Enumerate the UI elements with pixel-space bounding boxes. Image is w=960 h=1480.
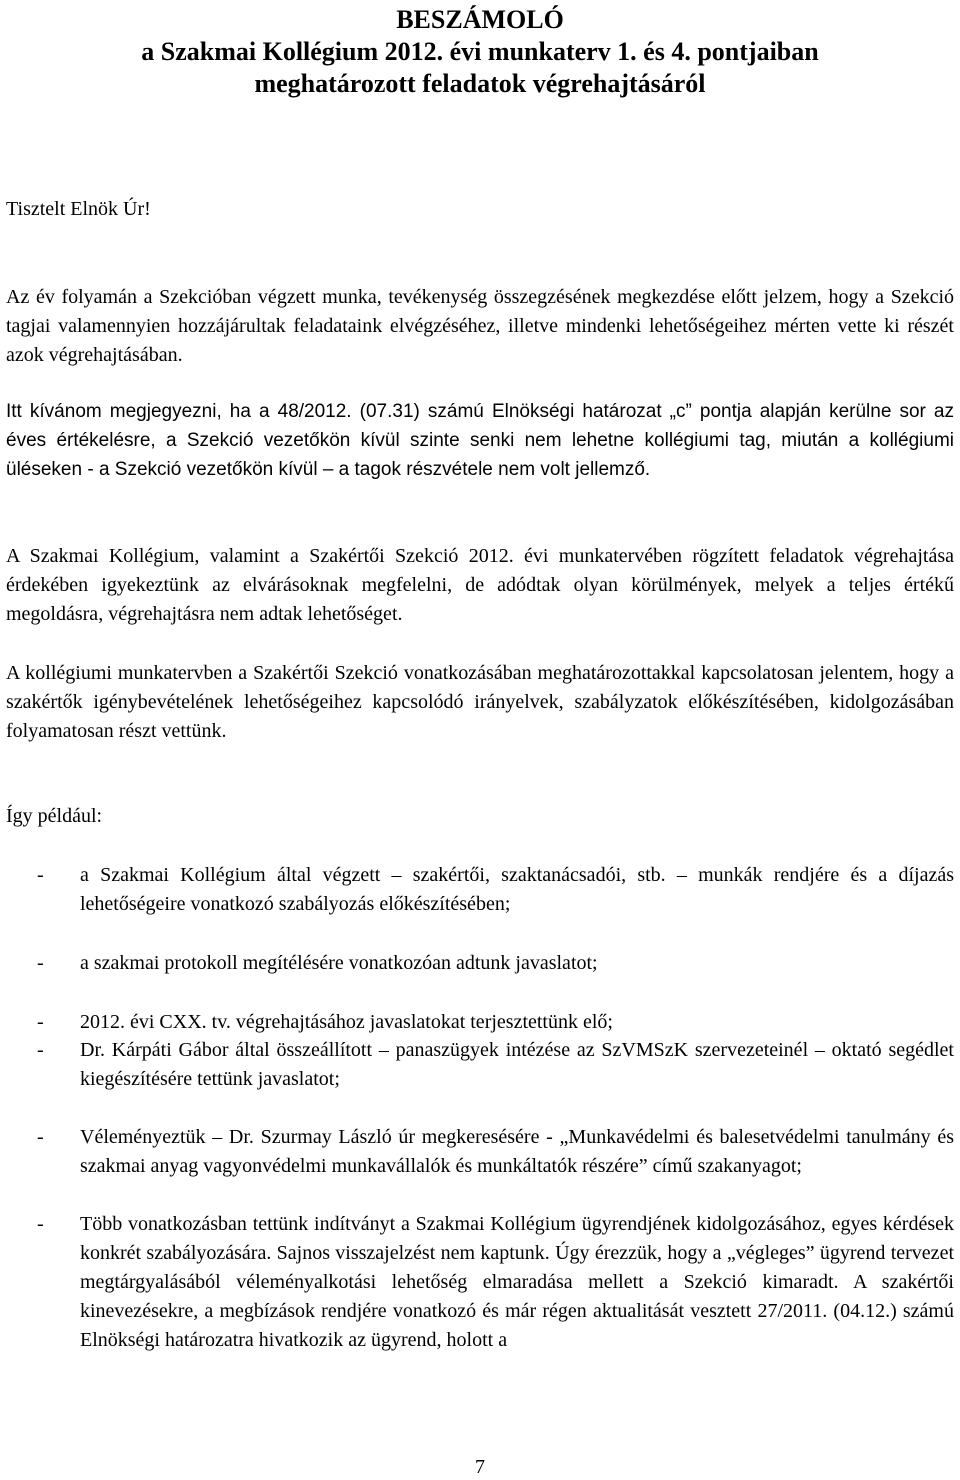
list-dash: - [37, 864, 44, 886]
list-item [6, 861, 954, 919]
list-item [6, 1123, 954, 1181]
title-line-2: a Szakmai Kollégium 2012. évi munkaterv 1. és 4. pontjaiban [141, 37, 819, 66]
list-dash: - [37, 1213, 44, 1235]
list-item-text: a Szakmai Kollégium által végzett – szakértői, szaktanácsadói, stb. – munkák rendjére és a díjazás lehetőségeire vonatkozó szabályozás előkészítésében; [80, 864, 954, 915]
paragraph-report: A kollégiumi munkatervben a Szakértői Szekció vonatkozásában meghatározottakkal kapcsolatosan jelentem, hogy a szakértők igénybevételének lehetőségeihez kapcsolódó irányelvek, szabályzatok előkészítésében, kidolgozásában folyamatosan részt vettünk. [6, 662, 954, 742]
list-item-text: 2012. évi CXX. tv. végrehajtásához javaslatokat terjesztettünk elő; [80, 1011, 613, 1033]
list-intro: Így például: [6, 805, 103, 827]
list-item [6, 1008, 954, 1037]
paragraph-remark: Itt kívánom megjegyezni, ha a 48/2012. (07.31) számú Elnökségi határozat „c” pontja alapján kerülne sor az éves értékelésre, a Szekció vezetőkön kívül szinte senki nem lehetne kollégiumi tag, miután a kollégiumi üléseken - a Szekció vezetőkön kívül – a tagok részvétele nem volt jellemző. [6, 401, 954, 480]
list-item [6, 1210, 954, 1355]
list-item [6, 949, 954, 978]
title-line-1: BESZÁMOLÓ [396, 5, 564, 34]
title-line-3: meghatározott feladatok végrehajtásáról [254, 69, 706, 98]
salutation: Tisztelt Elnök Úr! [6, 198, 151, 220]
list-item-text: a szakmai protokoll megítélésére vonatkozóan adtunk javaslatot; [80, 952, 598, 974]
paragraph-intro: Az év folyamán a Szekcióban végzett munka, tevékenység összegzésének megkezdése előtt jelzem, hogy a Szekció tagjai valamennyien hozzájárultak feladataink elvégzéséhez, illetve mindenki lehetőségeihez mérten vette ki részét azok végrehajtásában. [6, 286, 954, 366]
list-item [6, 1036, 954, 1094]
list-item-text: Véleményeztük – Dr. Szurmay László úr megkeresésére - „Munkavédelmi és balesetvédelmi tanulmány és szakmai anyag vagyonvédelmi munkavállalók és munkáltatók részére” című szakanyagot; [80, 1126, 954, 1177]
list-item-text: Dr. Kárpáti Gábor által összeállított – panaszügyek intézése az SzVMSzK szervezeteinél – oktató segédlet kiegészítésére tettünk javaslatot; [80, 1039, 954, 1090]
list-dash: - [37, 1011, 44, 1033]
list-item-text: Több vonatkozásban tettünk indítványt a Szakmai Kollégium ügyrendjének kidolgozásához, egyes kérdések konkrét szabályozására. Sajnos visszajelzést nem kaptunk. Úgy érezzük, hogy a „végleges” ügyrend tervezet megtárgyalásából véleményalkotási lehetőség elmaradása mellett a Szekció kimaradt. A szakértői kinevezésekre, a megbízások rendjére vonatkozó és már régen aktualitását vesztett 27/2011. (04.12.) számú Elnökségi határozatra hivatkozik az ügyrend, holott a [80, 1213, 954, 1351]
paragraph-workplan: A Szakmai Kollégium, valamint a Szakértői Szekció 2012. évi munkatervében rögzített feladatok végrehajtása érdekében igyekeztünk az elvárásoknak megfelelni, de adódtak olyan körülmények, melyek a teljes értékű megoldásra, végrehajtásra nem adtak lehetőséget. [6, 545, 954, 625]
page-number: 7 [475, 1456, 485, 1478]
list-dash: - [37, 1126, 44, 1148]
list-dash: - [37, 952, 44, 974]
list-dash: - [37, 1039, 44, 1061]
